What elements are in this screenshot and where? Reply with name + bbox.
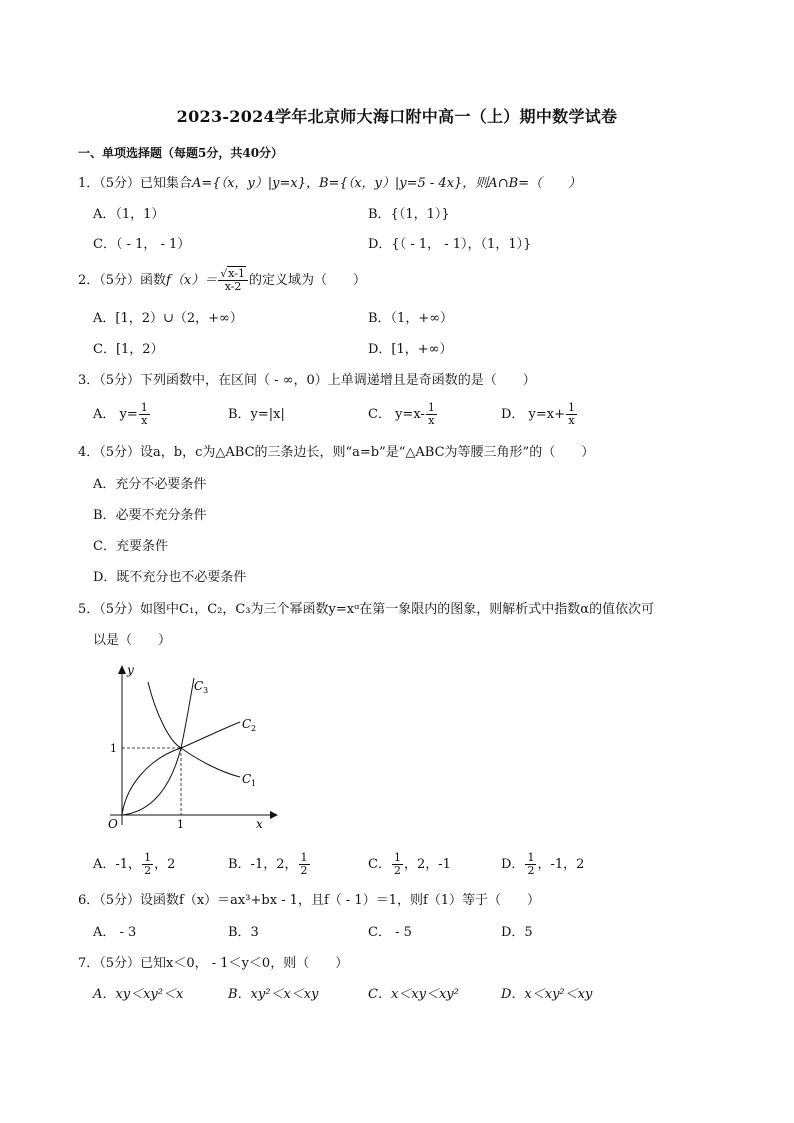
- q5-option-b[interactable]: B．-1，2， $\frac{1}{2}$: [228, 851, 308, 877]
- q4-option-d[interactable]: D．既不充分也不必要条件: [93, 570, 247, 585]
- q1-option-c[interactable]: C．（ - 1， - 1）: [93, 237, 191, 252]
- q4-option-c[interactable]: C．充要条件: [93, 539, 168, 554]
- q5-option-c[interactable]: C． $\frac{1}{2}$ ，2，-1: [368, 851, 451, 877]
- q6-option-b[interactable]: B．3: [228, 925, 259, 940]
- graph-label-c1: C: [242, 772, 252, 786]
- graph-x-axis-label: x: [256, 817, 263, 830]
- q6-option-c[interactable]: C． - 5: [368, 925, 412, 940]
- q7-option-a[interactable]: A．xy＜xy²＜x: [93, 987, 184, 1002]
- graph-y-tick-1: 1: [110, 742, 117, 755]
- q2-fraction: $\frac{√x-1}{x-2}$: [218, 268, 248, 293]
- q3-option-c[interactable]: C． y=x- $\frac{1}{x}$: [368, 401, 435, 427]
- power-function-graph: [90, 660, 280, 830]
- exam-title: 2023-2024学年北京师大海口附中高一（上）期中数学试卷: [176, 107, 618, 126]
- q2-option-a[interactable]: A．[1，2）∪（2，+∞）: [93, 311, 243, 326]
- q3-option-b[interactable]: B．y=|x|: [228, 407, 285, 422]
- graph-label-c1-sub: 1: [251, 779, 257, 788]
- q2-option-c[interactable]: C．[1，2）: [93, 342, 164, 357]
- question-7-stem: 7．（5分）已知x＜0， - 1＜y＜0，则（ ）: [78, 956, 349, 971]
- q1-option-a[interactable]: A．（1，1）: [93, 207, 165, 222]
- q5-option-d[interactable]: D． $\frac{1}{2}$ ，-1，2: [501, 851, 585, 877]
- question-5-stem-line1: 5．（5分）如图中C₁，C₂，C₃为三个幂函数y=xᵅ在第一象限内的图象，则解析式中指数α的值依次可: [78, 602, 655, 617]
- question-4-stem: 4．（5分）设a，b，c为△ABC的三条边长，则“a=b”是“△ABC为等腰三角形”的（ ）: [78, 445, 595, 460]
- graph-y-axis-label: y: [127, 663, 134, 677]
- graph-label-c2: C: [242, 717, 252, 731]
- q1-option-d[interactable]: D．{（ - 1， - 1），（1，1）}: [368, 237, 532, 252]
- q4-option-b[interactable]: B．必要不充分条件: [93, 508, 207, 523]
- q3-option-d[interactable]: D． y=x+ $\frac{1}{x}$: [501, 401, 576, 427]
- graph-origin-label: O: [108, 817, 118, 830]
- graph-label-c3: C: [194, 679, 204, 693]
- q3-option-a[interactable]: A． y= $\frac{1}{x}$: [93, 401, 148, 427]
- q7-option-c[interactable]: C．x＜xy＜xy²: [368, 987, 459, 1002]
- q2-option-d[interactable]: D．[1，+∞）: [368, 342, 453, 357]
- q6-option-a[interactable]: A． - 3: [93, 925, 137, 940]
- q5-option-a[interactable]: A．-1， $\frac{1}{2}$ ，2: [93, 851, 176, 877]
- graph-x-tick-1: 1: [177, 818, 184, 830]
- q6-option-d[interactable]: D．5: [501, 925, 533, 940]
- question-5-stem-line2: 以是（ ）: [93, 633, 172, 648]
- q4-option-a[interactable]: A．充分不必要条件: [93, 477, 207, 492]
- question-3-stem: 3．（5分）下列函数中，在区间（ - ∞，0）上单调递增且是奇函数的是（ ）: [78, 373, 536, 388]
- graph-label-c2-sub: 2: [251, 724, 257, 733]
- q7-option-d[interactable]: D．x＜xy²＜xy: [501, 987, 593, 1002]
- q1-option-b[interactable]: B．{（1，1）}: [368, 207, 450, 222]
- question-1-stem: 1．（5分）已知集合A={（x，y）|y=x}，B={（x，y）|y=5 - 4x}，则A∩B=（ ）: [78, 176, 582, 191]
- q7-option-b[interactable]: B．xy²＜x＜xy: [228, 987, 319, 1002]
- graph-label-c3-sub: 3: [203, 686, 209, 695]
- question-2-stem: 2．（5分）函数f（x）＝ $\frac{√x-1}{x-2}$ 的定义域为（ ）: [78, 267, 366, 293]
- q2-option-b[interactable]: B．（1，+∞）: [368, 311, 454, 326]
- question-6-stem: 6．（5分）设函数f（x）＝ax³+bx - 1，且f（ - 1）＝1，则f（1）等于（ ）: [78, 893, 541, 908]
- section-heading: 一、单项选择题（每题5分，共40分）: [78, 146, 284, 160]
